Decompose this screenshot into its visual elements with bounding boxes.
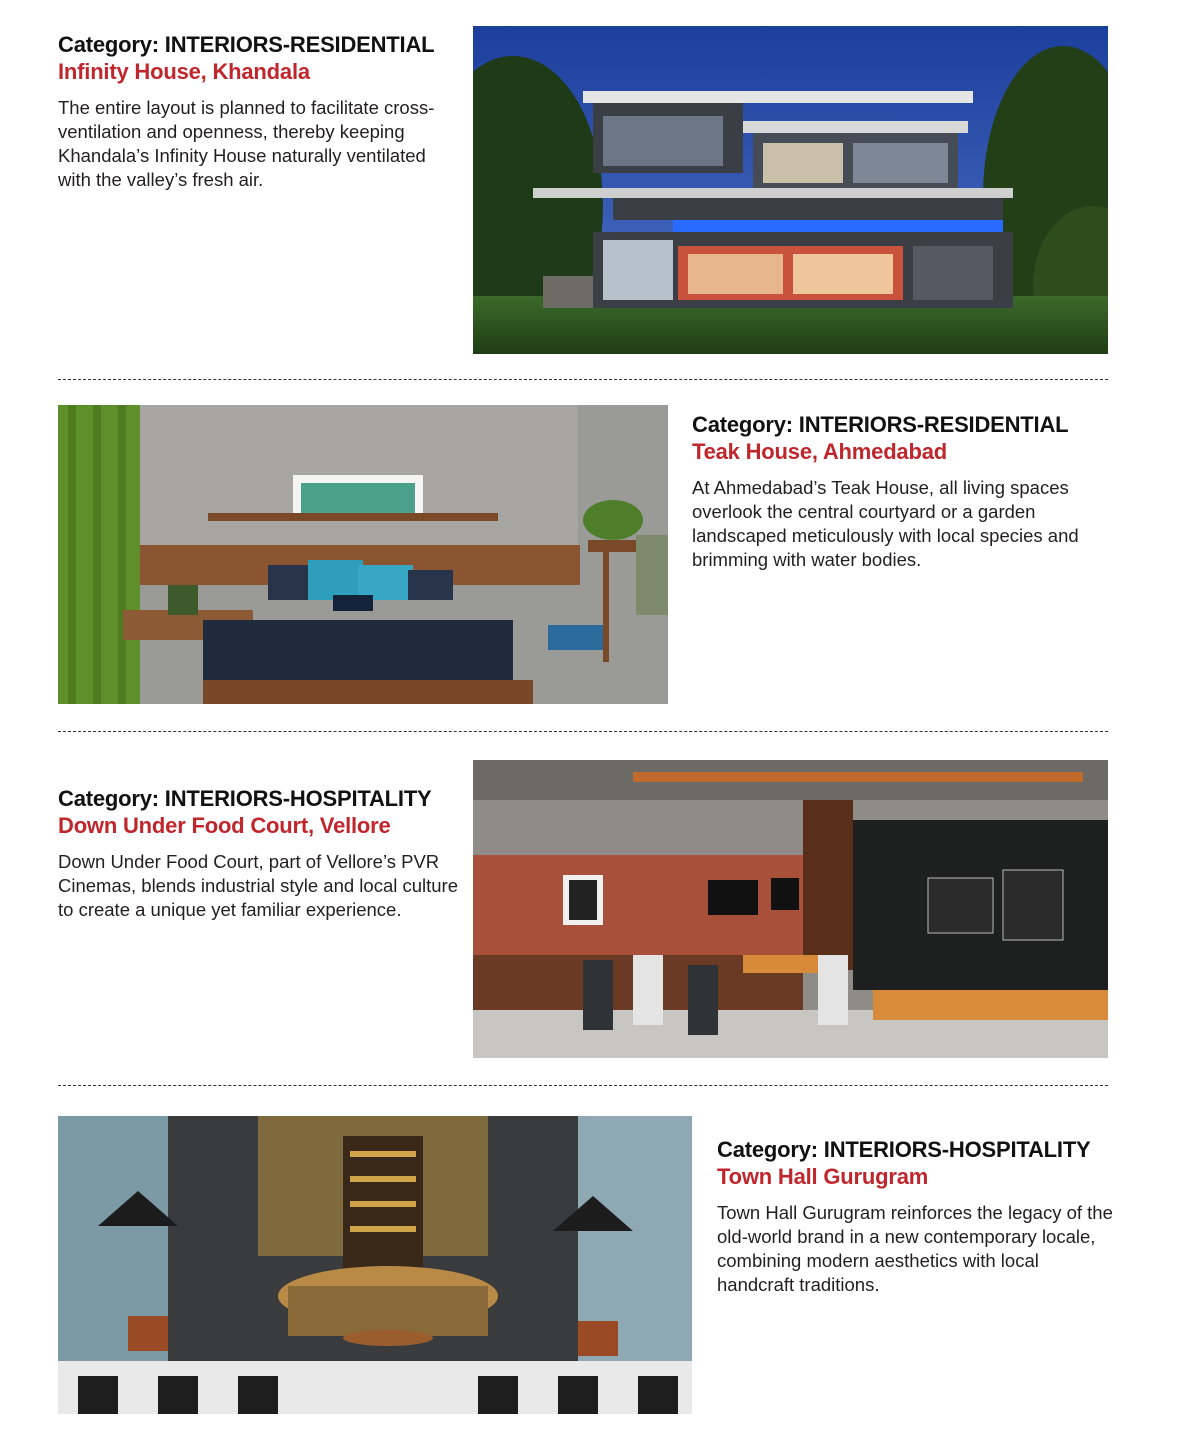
- category-label: Category: INTERIORS-HOSPITALITY: [717, 1137, 1091, 1162]
- project-description: The entire layout is planned to facilitate cross-ventilation and openness, thereby keeping Khandala’s Infinity House naturally ventilated with the valley’s fresh air.: [58, 97, 435, 190]
- section-divider: [58, 379, 1108, 380]
- down-under-photo: [473, 760, 1108, 1058]
- category-label: Category: INTERIORS-RESIDENTIAL: [692, 412, 1069, 437]
- section-divider: [58, 731, 1108, 732]
- entry-teak-house: [692, 412, 1092, 572]
- entry-town-hall: [717, 1137, 1117, 1297]
- town-hall-photo: [58, 1116, 692, 1414]
- category-label: Category: INTERIORS-HOSPITALITY: [58, 786, 432, 811]
- project-description: Town Hall Gurugram reinforces the legacy of the old-world brand in a new contemporary locale, combining modern aesthetics with local handcraft traditions.: [717, 1202, 1113, 1295]
- project-title: Teak House, Ahmedabad: [692, 439, 947, 464]
- category-label: Category: INTERIORS-RESIDENTIAL: [58, 32, 435, 57]
- entry-infinity-house: [58, 32, 458, 192]
- entry-down-under: [58, 786, 463, 922]
- project-title: Town Hall Gurugram: [717, 1164, 929, 1189]
- section-divider: [58, 1085, 1108, 1086]
- project-description: Down Under Food Court, part of Vellore’s PVR Cinemas, blends industrial style and local culture to create a unique yet familiar experience.: [58, 851, 459, 920]
- project-title: Down Under Food Court, Vellore: [58, 813, 391, 838]
- project-title: Infinity House, Khandala: [58, 59, 310, 84]
- infinity-house-photo: [473, 26, 1108, 354]
- project-description: At Ahmedabad’s Teak House, all living spaces overlook the central courtyard or a garden landscaped meticulously with local species and brimming with water bodies.: [692, 477, 1079, 570]
- teak-house-photo: [58, 405, 668, 704]
